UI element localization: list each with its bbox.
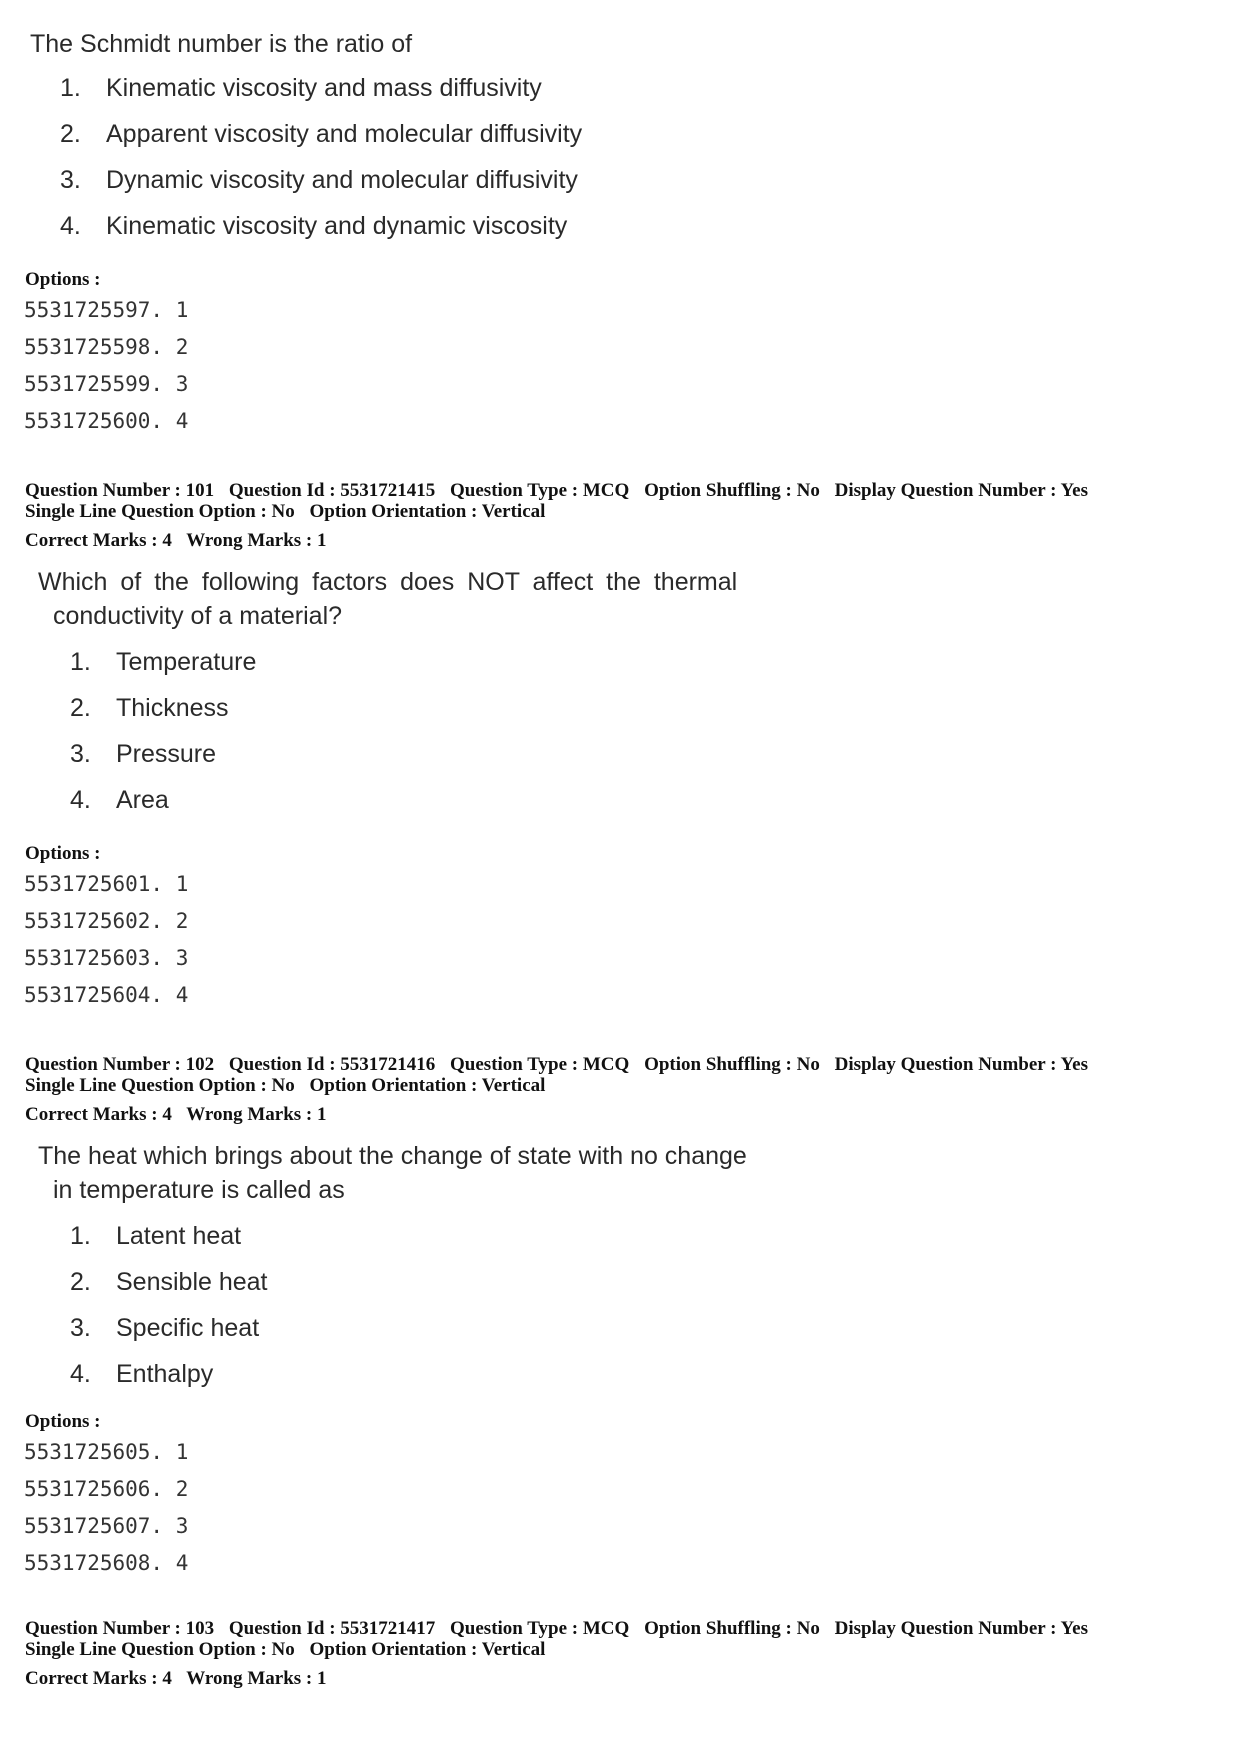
correct-marks: Correct Marks : 4: [25, 1104, 172, 1125]
correct-marks: Correct Marks : 4: [25, 1668, 172, 1689]
question-id: Question Id : 5531721417: [228, 1618, 436, 1639]
choice-item: [70, 685, 737, 731]
display-question-number: Display Question Number : Yes: [834, 480, 1088, 501]
question-image-100: [30, 27, 583, 249]
wrong-marks: Wrong Marks : 1: [186, 1668, 327, 1689]
choice-item: [60, 65, 542, 111]
choice-item: [60, 111, 583, 157]
choice-item: [70, 639, 737, 685]
option-id: 5531725605. 1: [24, 1440, 189, 1464]
question-meta-103: [25, 1618, 1088, 1689]
choice-text: Thickness: [116, 694, 229, 722]
wrong-marks: Wrong Marks : 1: [186, 530, 327, 551]
options-list: [24, 292, 188, 440]
choice-number: 4.: [60, 212, 81, 240]
option-shuffling: Option Shuffling : No: [644, 1618, 820, 1639]
choice-list: [70, 639, 737, 823]
single-line-option: Single Line Question Option : No: [25, 501, 295, 522]
choice-number: 2.: [60, 120, 81, 148]
question-image-102: [38, 1139, 747, 1397]
question-stem-cont: in temperature is called as: [53, 1176, 345, 1204]
choice-item: [60, 203, 568, 249]
choice-item: [70, 1213, 747, 1259]
question-number: Question Number : 102: [25, 1054, 215, 1075]
option-id: 5531725603. 3: [24, 946, 189, 970]
option-id: 5531725604. 4: [24, 983, 189, 1007]
question-type: Question Type : MCQ: [450, 1618, 630, 1639]
choice-item: [70, 777, 737, 823]
option-id: 5531725600. 4: [24, 409, 189, 433]
choice-number: 1.: [70, 648, 91, 676]
choice-number: 1.: [70, 1222, 91, 1250]
option-orientation: Option Orientation : Vertical: [309, 501, 546, 522]
option-orientation: Option Orientation : Vertical: [309, 1639, 546, 1660]
correct-marks: Correct Marks : 4: [25, 530, 172, 551]
option-id: 5531725601. 1: [24, 872, 189, 896]
options-list: [24, 1434, 188, 1582]
wrong-marks: Wrong Marks : 1: [186, 1104, 327, 1125]
question-stem-cont: conductivity of a material?: [53, 602, 343, 630]
choice-text: Dynamic viscosity and molecular diffusivity: [106, 166, 578, 194]
single-line-option: Single Line Question Option : No: [25, 1075, 295, 1096]
option-id: 5531725607. 3: [24, 1514, 189, 1538]
choice-number: 3.: [60, 166, 81, 194]
choice-number: 3.: [70, 1314, 91, 1342]
choice-item: [70, 1259, 747, 1305]
options-list: [24, 866, 188, 1014]
single-line-option: Single Line Question Option : No: [25, 1639, 295, 1660]
choice-text: Pressure: [116, 740, 217, 768]
option-shuffling: Option Shuffling : No: [644, 1054, 820, 1075]
question-number: Question Number : 101: [25, 480, 215, 501]
question-id: Question Id : 5531721415: [228, 480, 436, 501]
option-id: 5531725606. 2: [24, 1477, 189, 1501]
choice-number: 3.: [70, 740, 91, 768]
display-question-number: Display Question Number : Yes: [834, 1054, 1088, 1075]
choice-number: 2.: [70, 1268, 91, 1296]
option-shuffling: Option Shuffling : No: [644, 480, 820, 501]
choice-number: 4.: [70, 786, 91, 814]
choice-number: 4.: [70, 1360, 91, 1388]
options-label: Options :: [25, 1411, 101, 1432]
question-stem: The heat which brings about the change of state with no change: [38, 1142, 747, 1170]
question-type: Question Type : MCQ: [450, 1054, 630, 1075]
choice-text: Kinematic viscosity and mass diffusivity: [106, 74, 542, 102]
options-label: Options :: [25, 269, 101, 290]
question-meta-102: [25, 1054, 1088, 1125]
choice-list: [70, 1213, 747, 1397]
question-stem: The Schmidt number is the ratio of: [30, 30, 413, 58]
choice-text: Specific heat: [116, 1314, 260, 1342]
option-id: 5531725602. 2: [24, 909, 189, 933]
choice-text: Enthalpy: [116, 1360, 214, 1388]
choice-text: Apparent viscosity and molecular diffusivity: [106, 120, 583, 148]
choice-text: Kinematic viscosity and dynamic viscosity: [106, 212, 568, 240]
options-label: Options :: [25, 843, 101, 864]
choice-text: Temperature: [116, 648, 257, 676]
choice-item: [70, 1351, 747, 1397]
choice-text: Latent heat: [116, 1222, 242, 1250]
option-id: 5531725599. 3: [24, 372, 189, 396]
choice-text: Sensible heat: [116, 1268, 268, 1296]
question-meta-101: [25, 480, 1088, 551]
choice-text: Area: [116, 786, 169, 814]
question-stem: Which of the following factors does NOT affect the thermal: [38, 568, 738, 596]
choice-list: [60, 65, 583, 249]
choice-number: 2.: [70, 694, 91, 722]
option-id: 5531725598. 2: [24, 335, 189, 359]
question-type: Question Type : MCQ: [450, 480, 630, 501]
display-question-number: Display Question Number : Yes: [834, 1618, 1088, 1639]
question-id: Question Id : 5531721416: [228, 1054, 436, 1075]
choice-number: 1.: [60, 74, 81, 102]
choice-item: [70, 1305, 747, 1351]
choice-item: [60, 157, 578, 203]
question-number: Question Number : 103: [25, 1618, 215, 1639]
option-id: 5531725608. 4: [24, 1551, 189, 1575]
option-id: 5531725597. 1: [24, 298, 189, 322]
question-image-101: [38, 565, 737, 823]
option-orientation: Option Orientation : Vertical: [309, 1075, 546, 1096]
choice-item: [70, 731, 737, 777]
